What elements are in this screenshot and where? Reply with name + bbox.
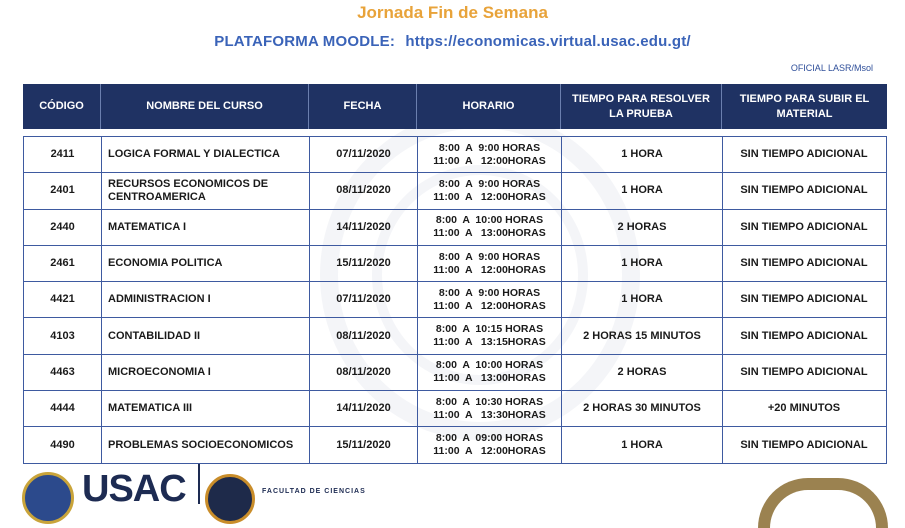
- table-row: [24, 246, 886, 282]
- cell-schedule: [418, 282, 562, 317]
- cell-schedule: [418, 137, 562, 172]
- table-row: [24, 391, 886, 427]
- page-title: Jornada Fin de Semana: [357, 3, 548, 22]
- cell-date: 14/11/2020: [310, 391, 418, 426]
- schedule-line-1: 8:00 A 10:30 HORAS: [435, 395, 544, 408]
- table-row: [24, 355, 886, 391]
- schedule-table: [23, 136, 887, 464]
- cell-date: 14/11/2020: [310, 210, 418, 245]
- cell-code: 2401: [24, 173, 102, 208]
- cell-schedule: [418, 246, 562, 281]
- cell-exam-time: 1 HORA: [562, 173, 723, 208]
- schedule-line-1: 8:00 A 9:00 HORAS: [438, 286, 541, 299]
- cell-date: 15/11/2020: [310, 427, 418, 462]
- schedule-line-2: 11:00 A 13:00HORAS: [433, 227, 546, 240]
- header-tiempo-prueba: TIEMPO PARA RESOLVER LA PRUEBA: [561, 84, 722, 129]
- header-fecha: FECHA: [309, 84, 417, 129]
- cell-code: 4463: [24, 355, 102, 390]
- header-horario: HORARIO: [417, 84, 561, 129]
- schedule-line-1: 8:00 A 9:00 HORAS: [438, 141, 541, 154]
- cell-upload-time: SIN TIEMPO ADICIONAL: [740, 220, 868, 233]
- cell-code: 2411: [24, 137, 102, 172]
- cell-upload-time: SIN TIEMPO ADICIONAL: [740, 257, 868, 270]
- schedule-line-1: 8:00 A 10:00 HORAS: [435, 214, 544, 227]
- table-row: [24, 173, 886, 209]
- table-row: [24, 282, 886, 318]
- schedule-line-1: 8:00 A 9:00 HORAS: [438, 177, 541, 190]
- cell-code: 2440: [24, 210, 102, 245]
- cell-course-name: PROBLEMAS SOCIOECONOMICOS: [102, 427, 310, 462]
- footer-divider: [198, 464, 200, 504]
- schedule-line-2: 11:00 A 12:00HORAS: [433, 263, 546, 276]
- cell-schedule: [418, 318, 562, 353]
- cell-upload-time: SIN TIEMPO ADICIONAL: [740, 184, 868, 197]
- schedule-line-2: 11:00 A 12:00HORAS: [433, 445, 546, 458]
- schedule-line-2: 11:00 A 13:15HORAS: [433, 336, 546, 349]
- cell-date: 08/11/2020: [310, 355, 418, 390]
- table-row: [24, 318, 886, 354]
- cell-upload-time: SIN TIEMPO ADICIONAL: [740, 329, 868, 342]
- cell-course-name: MATEMATICA I: [102, 210, 310, 245]
- cell-date: 07/11/2020: [310, 137, 418, 172]
- cell-course-name: MATEMATICA III: [102, 391, 310, 426]
- platform-line: [0, 33, 905, 50]
- platform-url-link[interactable]: https://economicas.virtual.usac.edu.gt/: [405, 33, 691, 50]
- faculty-name: FACULTAD DE CIENCIAS: [262, 488, 366, 495]
- corner-emblem-icon: [758, 478, 888, 528]
- cell-schedule: [418, 210, 562, 245]
- schedule-line-2: 11:00 A 12:00HORAS: [433, 299, 546, 312]
- schedule-line-1: 8:00 A 9:00 HORAS: [438, 250, 541, 263]
- header-tiempo-material: TIEMPO PARA SUBIR EL MATERIAL: [739, 92, 870, 120]
- platform-label: PLATAFORMA MOODLE:: [214, 33, 396, 50]
- cell-exam-time: 1 HORA: [562, 246, 723, 281]
- cell-schedule: [418, 355, 562, 390]
- cell-schedule: [418, 391, 562, 426]
- oficial-note: OFICIAL LASR/Msol: [790, 63, 873, 73]
- usac-seal-icon: [22, 472, 74, 524]
- cell-exam-time: 1 HORA: [562, 282, 723, 317]
- cell-course-name: RECURSOS ECONOMICOS DE CENTROAMERICA: [102, 173, 310, 208]
- schedule-line-1: 8:00 A 10:00 HORAS: [435, 359, 544, 372]
- cell-exam-time: 2 HORAS 15 MINUTOS: [562, 318, 723, 353]
- cell-course-name: ECONOMIA POLITICA: [102, 246, 310, 281]
- cell-upload-time: SIN TIEMPO ADICIONAL: [740, 148, 868, 161]
- cell-exam-time: 2 HORAS: [562, 355, 723, 390]
- cell-upload-time: +20 MINUTOS: [767, 402, 841, 415]
- cell-upload-time: SIN TIEMPO ADICIONAL: [740, 365, 868, 378]
- cell-exam-time: 1 HORA: [562, 427, 723, 462]
- schedule-line-2: 11:00 A 12:00HORAS: [433, 190, 546, 203]
- cell-course-name: LOGICA FORMAL Y DIALECTICA: [102, 137, 310, 172]
- cell-code: 2461: [24, 246, 102, 281]
- cell-course-name: MICROECONOMIA I: [102, 355, 310, 390]
- header-nombre: NOMBRE DEL CURSO: [101, 84, 309, 129]
- cell-upload-time: SIN TIEMPO ADICIONAL: [740, 293, 868, 306]
- cell-schedule: [418, 173, 562, 208]
- table-row: [24, 210, 886, 246]
- cell-code: 4490: [24, 427, 102, 462]
- cell-date: 08/11/2020: [310, 318, 418, 353]
- schedule-line-2: 11:00 A 12:00HORAS: [433, 154, 546, 167]
- cell-date: 08/11/2020: [310, 173, 418, 208]
- schedule-line-2: 11:00 A 13:30HORAS: [433, 408, 546, 421]
- cell-course-name: ADMINISTRACION I: [102, 282, 310, 317]
- cell-exam-time: 2 HORAS: [562, 210, 723, 245]
- header-codigo: CÓDIGO: [23, 84, 101, 129]
- schedule-line-1: 8:00 A 09:00 HORAS: [435, 432, 544, 445]
- schedule-line-1: 8:00 A 10:15 HORAS: [435, 323, 544, 336]
- cell-code: 4103: [24, 318, 102, 353]
- cell-exam-time: 1 HORA: [562, 137, 723, 172]
- cell-date: 07/11/2020: [310, 282, 418, 317]
- footer-logos: [0, 458, 905, 510]
- cell-course-name: CONTABILIDAD II: [102, 318, 310, 353]
- cell-upload-time: SIN TIEMPO ADICIONAL: [740, 438, 868, 451]
- cell-code: 4421: [24, 282, 102, 317]
- table-header: [23, 84, 887, 129]
- schedule-line-2: 11:00 A 13:00HORAS: [433, 372, 546, 385]
- faculty-seal-icon: [205, 474, 255, 524]
- cell-code: 4444: [24, 391, 102, 426]
- cell-exam-time: 2 HORAS 30 MINUTOS: [562, 391, 723, 426]
- table-row: [24, 137, 886, 173]
- cell-date: 15/11/2020: [310, 246, 418, 281]
- usac-logo-text: USAC: [82, 468, 186, 510]
